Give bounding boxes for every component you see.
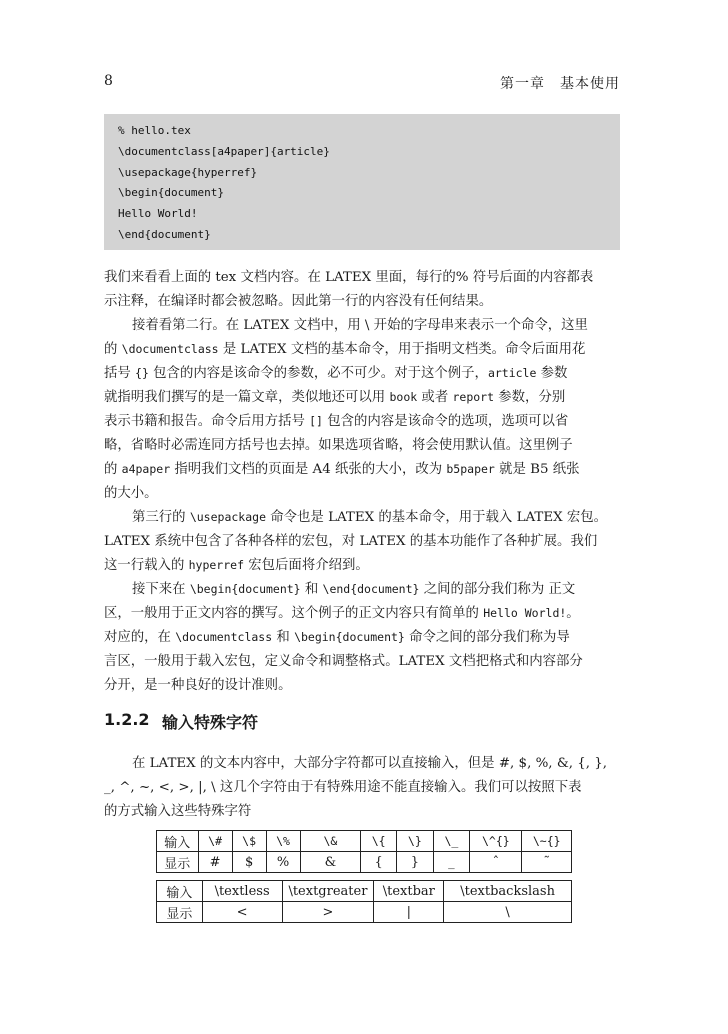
table-cell: < [202,902,282,923]
paragraph-line: 示注释，在编译时都会被忽略。因此第一行的内容没有任何结果。 [104,294,493,309]
paragraph-line: 分开，是一种良好的设计准则。 [104,678,292,693]
special-chars-table-2 [156,880,572,923]
code-line: \usepackage{hyperref} [118,166,258,179]
code-line: Hello World! [118,207,198,220]
table-cell: | [374,902,444,923]
paragraph-line: 括号 {} 包含的内容是该命令的参数，必不可少。对于这个例子，article 参数 [104,366,568,381]
table-cell: { [361,852,397,873]
table-cell: \^{} [470,831,522,852]
page-number: 8 [104,73,113,89]
table-row [157,831,572,852]
table-cell: \textgreater [282,881,374,902]
table-cell: \& [300,831,361,852]
section-number: 1.2.2 [104,710,150,729]
table-row [157,902,572,923]
section-title: 输入特殊字符 [162,713,259,732]
table-row [157,881,572,902]
table-cell: # [198,852,232,873]
paragraph-line: 的方式输入这些特殊字符 [104,804,252,819]
row-label: 显示 [157,902,203,923]
paragraph-line: 我们来看看上面的 tex 文档内容。在 LATEX 里面，每行的% 符号后面的内容都表 [104,270,594,285]
table-cell: \textbar [374,881,444,902]
paragraph-line: 的 \documentclass 是 LATEX 文档的基本命令，用于指明文档类。命令后面用花 [104,342,586,357]
code-line: % hello.tex [118,124,191,137]
row-label: 输入 [157,831,199,852]
table-cell: \} [397,831,434,852]
table-cell: \{ [361,831,397,852]
table-cell: % [266,852,300,873]
table-cell: \% [266,831,300,852]
paragraph-line: 接着看第二行。在 LATEX 文档中，用 \ 开始的字母串来表示一个命令，这里 [132,318,588,333]
code-block [104,114,620,250]
table-cell: \textbackslash [444,881,572,902]
row-label: 显示 [157,852,199,873]
paragraph-line: 对应的，在 \documentclass 和 \begin{document} 命令之间的部分我们称为导 [104,630,570,645]
table-cell: ˆ [470,852,522,873]
paragraph-line: 言区，一般用于载入宏包，定义命令和调整格式。LATEX 文档把格式和内容部分 [104,654,583,669]
paragraph-line: 就指明我们撰写的是一篇文章，类似地还可以用 book 或者 report 参数，分别 [104,390,566,405]
table-cell: \ [444,902,572,923]
code-line: \begin{document} [118,186,224,199]
table-cell: > [282,902,374,923]
table-cell: \# [198,831,232,852]
paragraph-line: 在 LATEX 的文本内容中，大部分字符都可以直接输入，但是 #, $, %, &, {, }, [132,756,608,771]
running-header: 第一章 基本使用 [500,76,620,92]
table-cell: \_ [433,831,470,852]
special-chars-table-1 [156,830,572,873]
paragraph-line: 略，省略时必需连同方括号也去掉。如果选项省略，将会使用默认值。这里例子 [104,438,573,453]
table-cell: _ [433,852,470,873]
row-label: 输入 [157,881,203,902]
table-cell: } [397,852,434,873]
paragraph-line: _, ^, ~, <, >, |, \ 这几个字符由于有特殊用途不能直接输入。我们可以按照下表 [104,780,582,795]
paragraph-line: 区，一般用于正文内容的撰写。这个例子的正文内容只有简单的 Hello World!。 [104,606,580,621]
table-cell: \~{} [522,831,572,852]
table-cell: ˜ [522,852,572,873]
table-cell: & [300,852,361,873]
paragraph-line: LATEX 系统中包含了各种各样的宏包，对 LATEX 的基本功能作了各种扩展。我们 [104,534,598,549]
code-line: \end{document} [118,228,211,241]
code-line: \documentclass[a4paper]{article} [118,145,330,158]
paragraph-line: 的 a4paper 指明我们文档的页面是 A4 纸张的大小，改为 b5paper 就是 B5 纸张 [104,462,580,477]
table-cell: $ [232,852,266,873]
table-cell: \textless [202,881,282,902]
paragraph-line: 这一行载入的 hyperref 宏包后面将介绍到。 [104,558,369,573]
table-row [157,852,572,873]
paragraph-line: 的大小。 [104,486,158,501]
paragraph-line: 接下来在 \begin{document} 和 \end{document} 之间的部分我们称为 正文 [132,582,576,597]
table-cell: \$ [232,831,266,852]
paragraph-line: 表示书籍和报告。命令后用方括号 [] 包含的内容是该命令的选项，选项可以省 [104,414,569,429]
paragraph-line: 第三行的 \usepackage 命令也是 LATEX 的基本命令，用于载入 LATEX 宏包。 [132,510,608,525]
